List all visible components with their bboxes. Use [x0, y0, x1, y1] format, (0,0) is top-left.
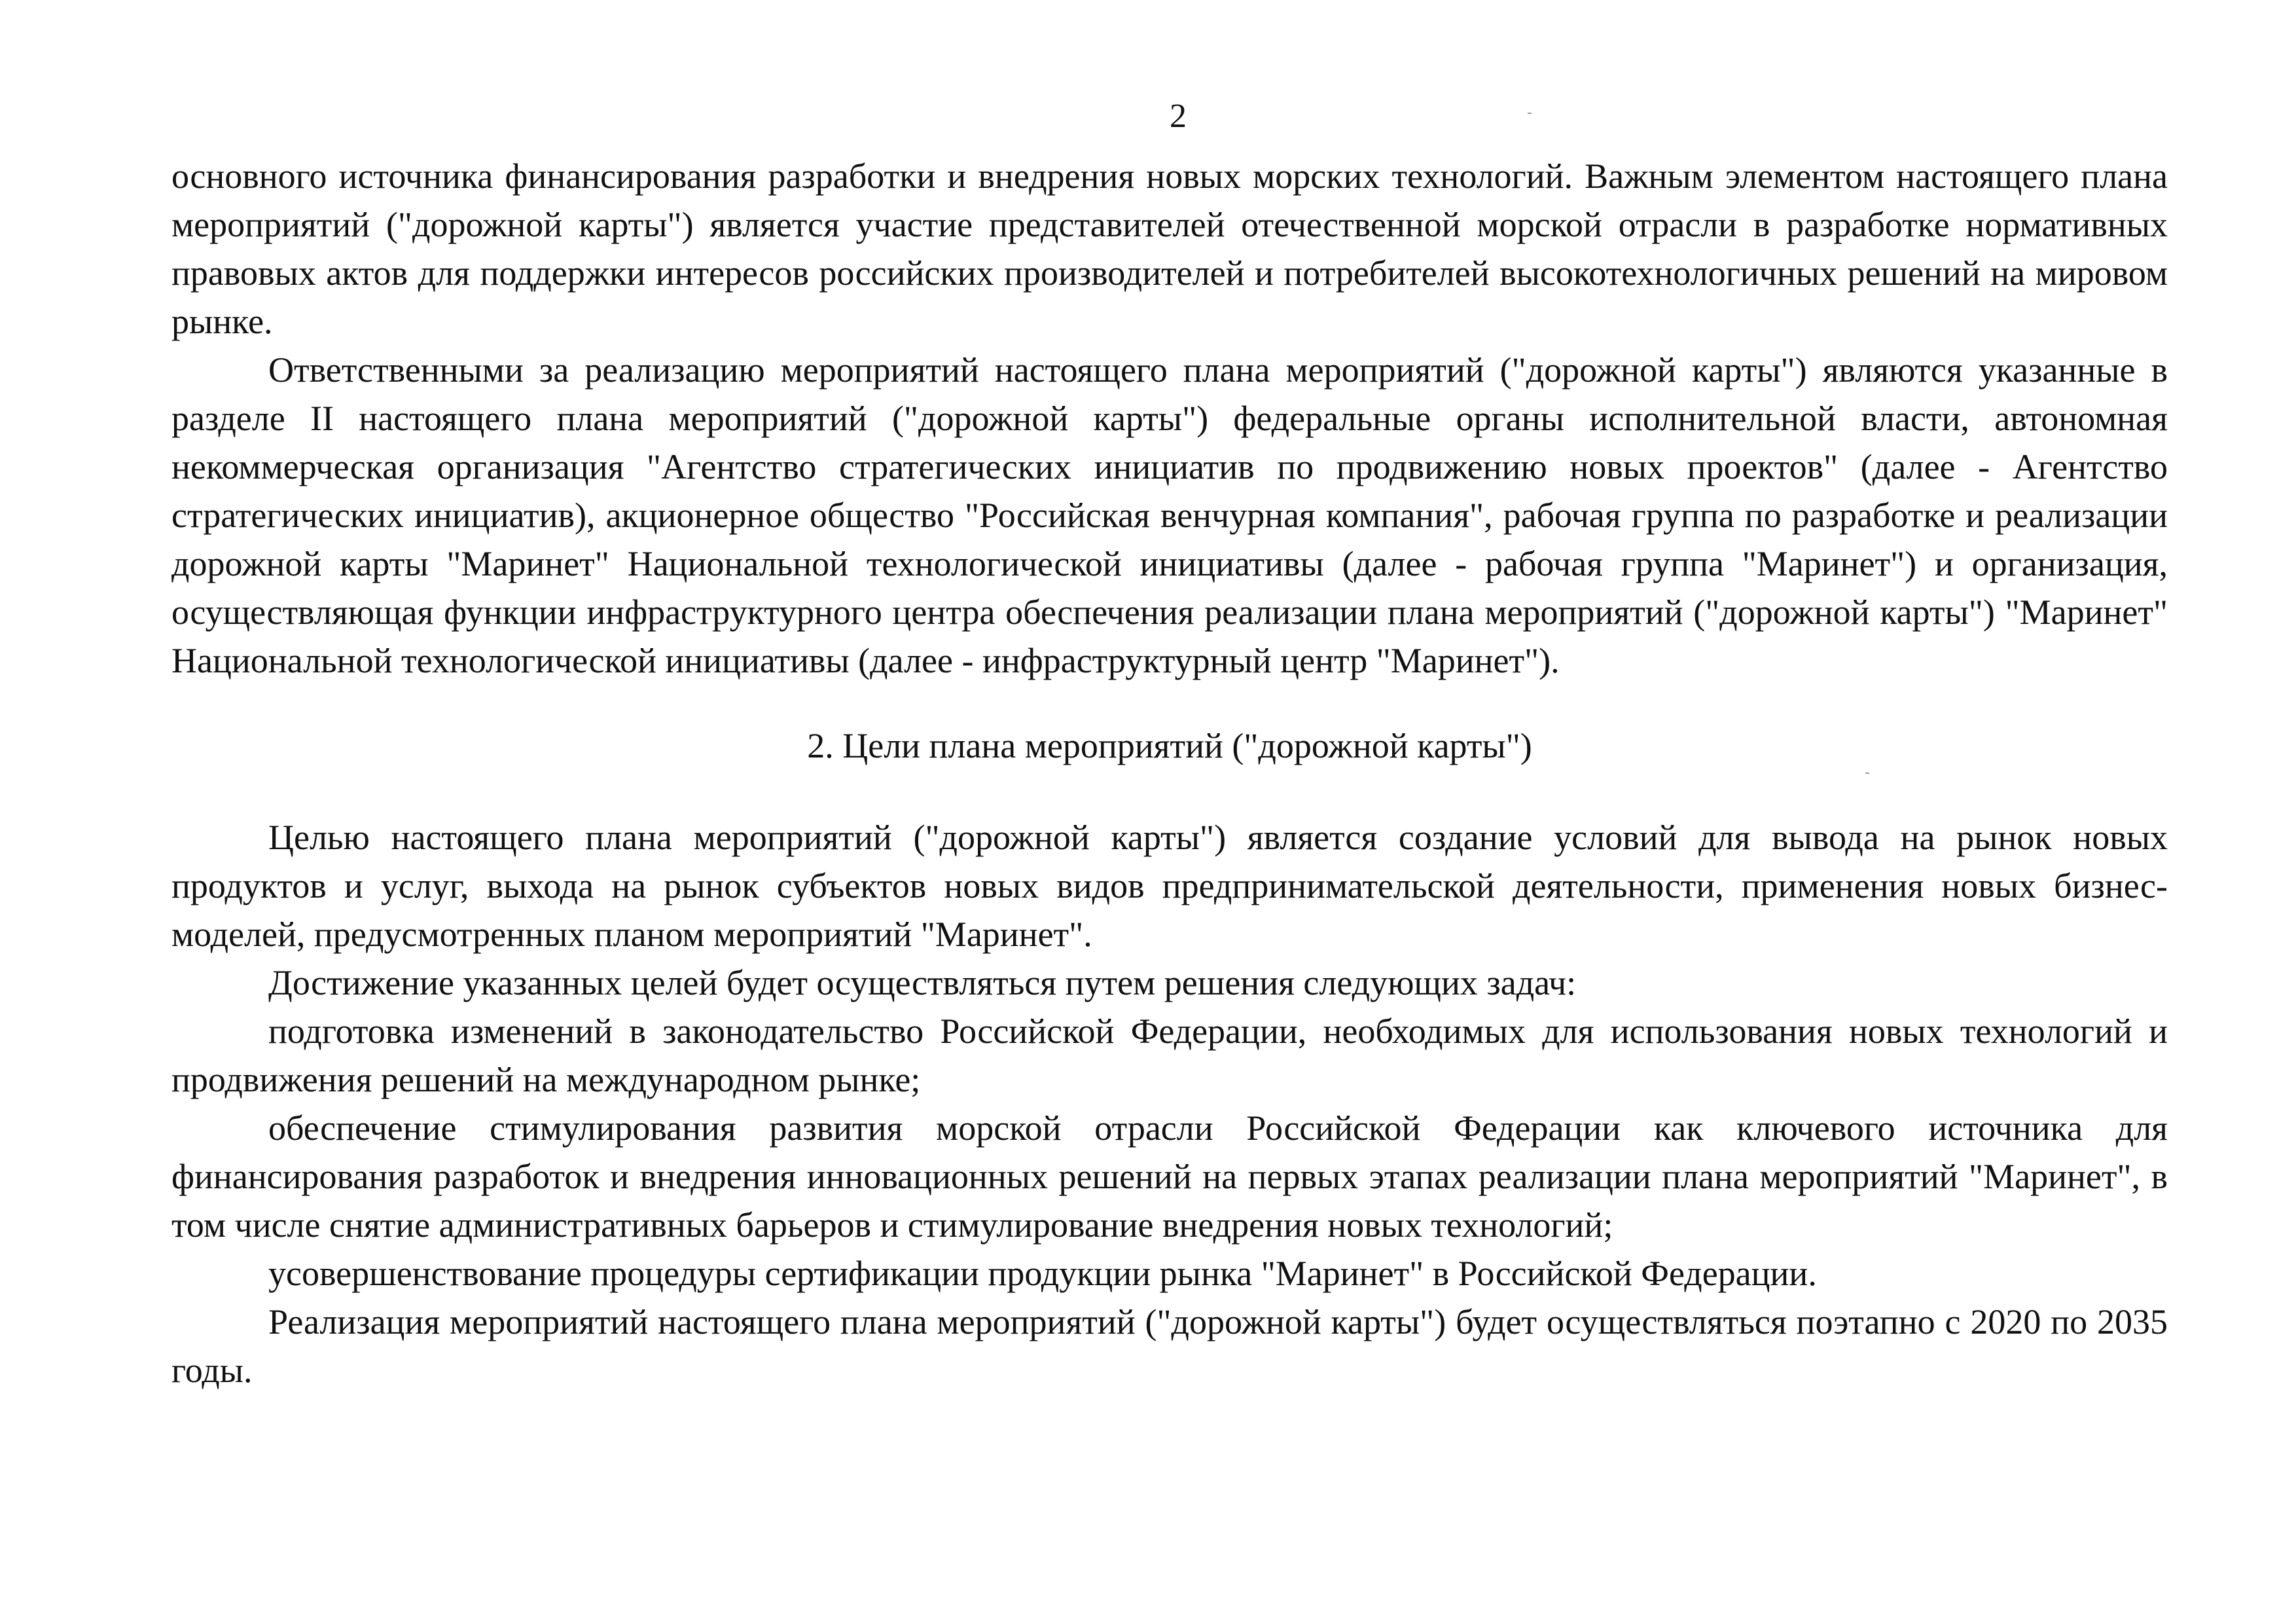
paragraph-task-legislation: подготовка изменений в законодательство Российской Федерации, необходимых для использования новых технологий и продвижения решений на международном рынке;	[171, 1012, 2168, 1099]
page-number: 2	[1170, 98, 1187, 135]
section-heading: 2. Цели плана мероприятий ("дорожной карты")	[807, 726, 1532, 765]
document-body	[171, 152, 2168, 1395]
paragraph-responsible-parties: Ответственными за реализацию мероприятий настоящего плана мероприятий ("дорожной карты") являются указанные в разделе II настоящего плана мероприятий ("дорожной карты") федеральные органы исполнительной власти, автономная некоммерческая организация "Агентство стратегических инициатив по продвижению новых проектов" (далее - Агентство стратегических инициатив), акционерное общество "Российская венчурная компания", рабочая группа по разработке и реализации дорожной карты "Маринет" Национальной технологической инициативы (далее - рабочая группа "Маринет") и организация, осуществляющая функции инфраструктурного центра обеспечения реализации плана мероприятий ("дорожной карты") "Маринет" Национальной технологической инициативы (далее - инфраструктурный центр "Маринет").	[171, 350, 2168, 680]
paragraph-task-stimulation: обеспечение стимулирования развития морской отрасли Российской Федерации как ключевого источника для финансирования разработок и внедрения инновационных решений на первых этапах реализации плана мероприятий "Маринет", в том числе снятие административных барьеров и стимулирование внедрения новых технологий;	[171, 1108, 2168, 1245]
paragraph-continuation: основного источника финансирования разработки и внедрения новых морских технологий. Важным элементом настоящего плана мероприятий ("дорожной карты") является участие представителей отечественной морской отрасли в разработке нормативных правовых актов для поддержки интересов российских производителей и потребителей высокотехнологичных решений на мировом рынке.	[171, 156, 2168, 341]
scan-speck	[1528, 113, 1532, 114]
paragraph-task-certification: усовершенствование процедуры сертификации продукции рынка "Маринет" в Российской Федерации.	[268, 1254, 1817, 1293]
paragraph-goal: Целью настоящего плана мероприятий ("дорожной карты") является создание условий для вывода на рынок новых продуктов и услуг, выхода на рынок субъектов новых видов предпринимательской деятельности, применения новых бизнес-моделей, предусмотренных планом мероприятий "Маринет".	[171, 818, 2168, 954]
paragraph-tasks-intro: Достижение указанных целей будет осуществляться путем решения следующих задач:	[268, 963, 1577, 1002]
paragraph-implementation-period: Реализация мероприятий настоящего плана мероприятий ("дорожной карты") будет осуществляться поэтапно с 2020 по 2035 годы.	[171, 1302, 2168, 1390]
